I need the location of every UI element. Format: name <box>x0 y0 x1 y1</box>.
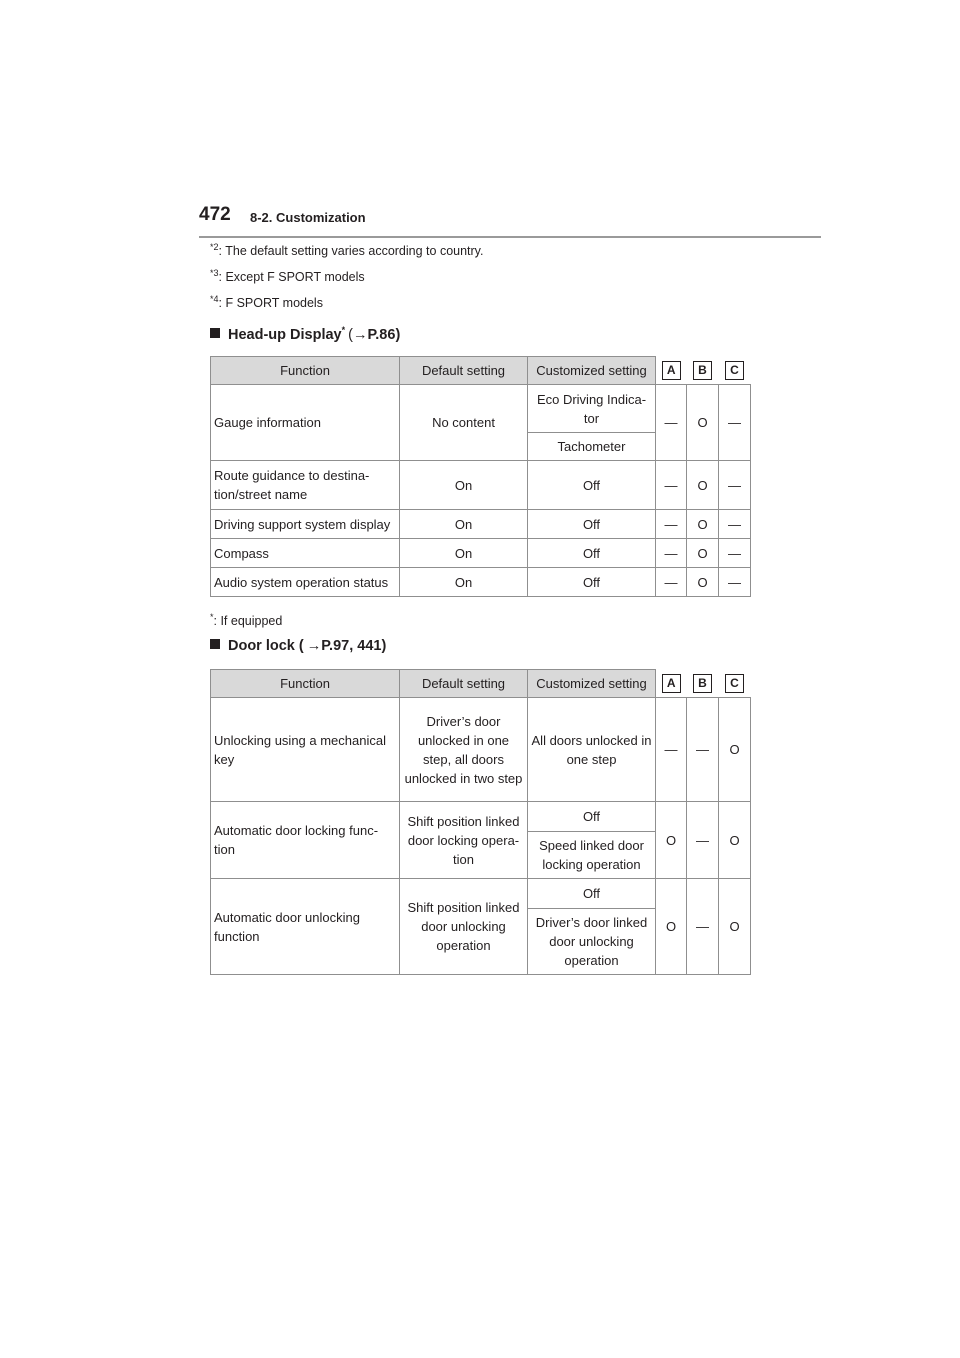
arrow-right-icon: (→ <box>348 326 368 343</box>
table-row: Compass On Off — O — <box>211 539 751 568</box>
page-reference-link[interactable]: P.97, 441) <box>321 638 387 654</box>
table-row: Audio system operation status On Off — O — <box>211 568 751 597</box>
column-header: Function <box>211 357 400 385</box>
column-header-a: A <box>656 357 687 385</box>
table-header-row <box>211 357 751 385</box>
page-header <box>199 204 821 238</box>
page-number: 472 <box>199 204 231 225</box>
table-row: Unlocking using a mechanical key Driver’s door unlocked in one step, all doors unlocked in two step All doors unlocked in one step — — O <box>211 698 751 802</box>
door-lock-settings-table <box>210 669 751 975</box>
table-row: Driver’s door linked door unlocking operation <box>211 909 751 975</box>
table-row: Route guidance to destina-tion/street name On Off — O — <box>211 461 751 510</box>
column-header-b: B <box>687 357 719 385</box>
section-title-hud: Head-up Display* (→P.86) <box>210 325 400 343</box>
page-reference-link[interactable]: P.86 <box>367 326 396 343</box>
footnote-2: $^{*2}$: The default setting varies according to country. <box>210 242 484 259</box>
square-bullet-icon <box>210 639 220 649</box>
footnote-if-equipped: *: If equipped <box>210 612 283 629</box>
column-header: Customized setting <box>528 357 656 385</box>
column-header-c: C <box>719 357 751 385</box>
column-header: Customized setting <box>528 670 656 698</box>
table-row: Driving support system display On Off — O — <box>211 510 751 539</box>
column-header-c: C <box>719 670 751 698</box>
section-title-door-lock: Door lock ( →P.97, 441) <box>210 638 386 654</box>
square-bullet-icon <box>210 328 220 338</box>
table-row: Gauge information No content Eco Driving Indica-tor — O — <box>211 385 751 433</box>
hud-settings-table <box>210 356 751 597</box>
footnote-3: $^{*3}$: Except F SPORT models <box>210 268 365 285</box>
column-header: Function <box>211 670 400 698</box>
chapter-title: 8-2. Customization <box>250 210 366 225</box>
column-header: Default setting <box>400 670 528 698</box>
column-header: Default setting <box>400 357 528 385</box>
column-header-b: B <box>687 670 719 698</box>
table-row: Tachometer <box>211 433 751 461</box>
footnote-4: $^{*4}$: F SPORT models <box>210 294 323 311</box>
table-row: Automatic door unlocking function Shift position linked door unlocking operation Off O — O <box>211 879 751 909</box>
table-row: Automatic door locking func-tion Shift position linked door locking opera-tion Off O — O <box>211 802 751 832</box>
table-header-row <box>211 670 751 698</box>
table-row: Speed linked door locking operation <box>211 832 751 879</box>
column-header-a: A <box>656 670 687 698</box>
arrow-right-icon: → <box>306 638 322 654</box>
